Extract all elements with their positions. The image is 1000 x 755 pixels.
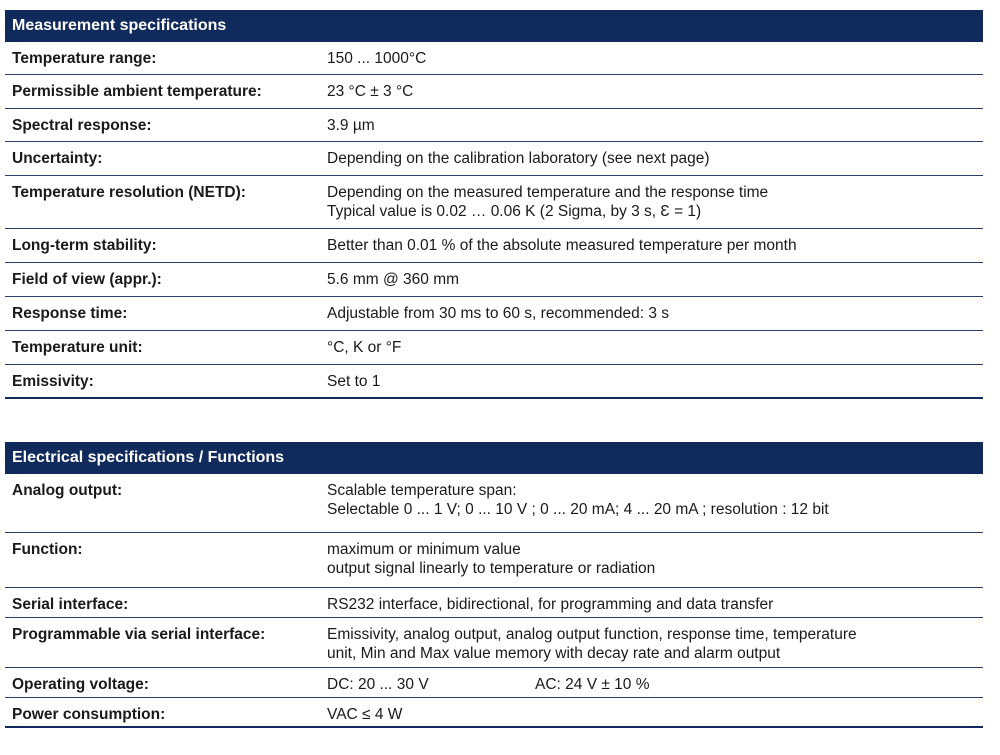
table-row — [5, 263, 983, 297]
table-row — [5, 331, 983, 365]
table-row — [5, 75, 983, 109]
dc-voltage: DC: 20 ... 30 V — [327, 676, 429, 693]
row-label: Temperature resolution (NETD): — [12, 184, 246, 201]
row-label: Long-term stability: — [12, 237, 157, 254]
table-row — [5, 142, 983, 176]
row-value — [320, 229, 983, 262]
row-value — [320, 75, 983, 108]
row-value — [320, 142, 983, 175]
measurement-specifications-header: Measurement specifications — [5, 10, 983, 42]
row-label: Permissible ambient temperature: — [12, 83, 262, 100]
value-line: Adjustable from 30 ms to 60 s, recommended: 3 s — [327, 305, 670, 322]
row-value — [320, 331, 983, 364]
row-value — [320, 698, 983, 726]
row-label: Spectral response: — [12, 117, 152, 134]
row-label: Temperature range: — [12, 50, 157, 67]
value-line: °C, K or °F — [327, 339, 402, 356]
table-row — [5, 297, 983, 331]
value-line: 3.9 µm — [327, 117, 375, 134]
row-label: Temperature unit: — [12, 339, 143, 356]
table-row — [5, 474, 983, 533]
value-line: Depending on the measured temperature and the response time — [327, 184, 769, 201]
table-row — [5, 588, 983, 618]
row-label: Analog output: — [12, 482, 123, 499]
table-row — [5, 533, 983, 588]
electrical-specifications-table — [5, 442, 983, 728]
electrical-specifications-header: Electrical specifications / Functions — [5, 442, 983, 474]
row-label: Serial interface: — [12, 596, 129, 613]
value-line: 23 °C ± 3 °C — [327, 83, 414, 100]
value-line: Set to 1 — [327, 373, 381, 390]
row-value — [320, 588, 983, 617]
value-line: unit, Min and Max value memory with decay rate and alarm output — [327, 645, 781, 662]
row-value — [320, 42, 983, 74]
table-row — [5, 365, 983, 399]
value-line: Emissivity, analog output, analog output function, response time, temperature — [327, 626, 857, 643]
row-label: Programmable via serial interface: — [12, 626, 266, 643]
row-value — [320, 365, 983, 397]
value-line: maximum or minimum value — [327, 541, 521, 558]
table-row — [5, 109, 983, 142]
value-line: Scalable temperature span: — [327, 482, 517, 499]
row-value — [320, 474, 983, 532]
row-value — [320, 263, 983, 296]
value-line: 150 ... 1000°C — [327, 50, 427, 67]
measurement-specifications-table — [5, 10, 983, 399]
row-label: Function: — [12, 541, 83, 558]
row-value — [320, 618, 983, 667]
table-row — [5, 698, 983, 728]
value-line: 5.6 mm @ 360 mm — [327, 271, 460, 288]
value-line: Depending on the calibration laboratory (see next page) — [327, 150, 710, 167]
row-label: Power consumption: — [12, 706, 166, 723]
value-line: VAC ≤ 4 W — [327, 706, 403, 723]
row-label: Operating voltage: — [12, 676, 149, 693]
row-label: Field of view (appr.): — [12, 271, 162, 288]
row-label: Emissivity: — [12, 373, 94, 390]
table-row — [5, 229, 983, 263]
value-line: output signal linearly to temperature or radiation — [327, 560, 656, 577]
table-row — [5, 618, 983, 668]
value-line: RS232 interface, bidirectional, for programming and data transfer — [327, 596, 774, 613]
table-row — [5, 176, 983, 229]
row-value — [320, 668, 983, 697]
row-value — [320, 533, 983, 587]
value-line: Selectable 0 ... 1 V; 0 ... 10 V ; 0 ... 20 mA; 4 ... 20 mA ; resolution : 12 bit — [327, 501, 829, 518]
ac-voltage: AC: 24 V ± 10 % — [535, 676, 650, 693]
value-line: Better than 0.01 % of the absolute measured temperature per month — [327, 237, 797, 254]
row-value — [320, 109, 983, 141]
value-line: Typical value is 0.02 … 0.06 K (2 Sigma, by 3 s, Ɛ = 1) — [327, 203, 702, 220]
table-row — [5, 668, 983, 698]
row-label: Response time: — [12, 305, 128, 322]
row-value — [320, 176, 983, 228]
row-label: Uncertainty: — [12, 150, 103, 167]
table-row — [5, 42, 983, 75]
row-value — [320, 297, 983, 330]
